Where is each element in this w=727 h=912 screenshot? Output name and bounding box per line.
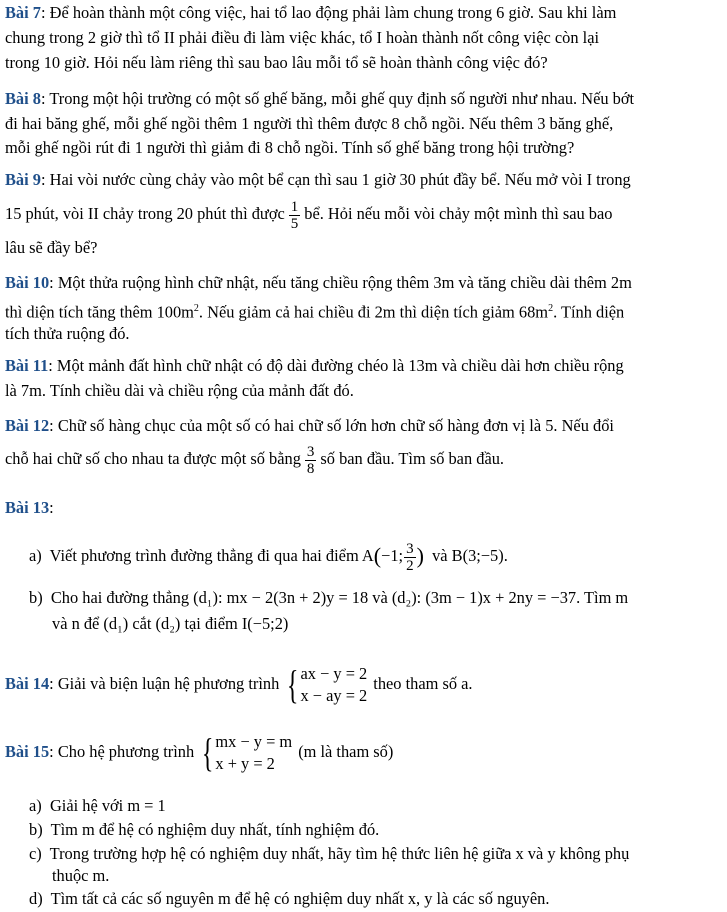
b11-line-1 xyxy=(5,356,624,376)
b9-text-before-fraction: 15 phút, vòi II chảy trong 20 phút thì được xyxy=(5,204,285,223)
equation-1: ax − y = 2 xyxy=(300,664,368,684)
b15-item-b xyxy=(29,820,379,840)
b14-equation-system xyxy=(283,663,367,707)
b9-line-3: lâu sẽ đầy bể? xyxy=(5,238,98,257)
b13-a-text: Viết phương trình đường thẳng đi qua hai điểm A xyxy=(49,546,374,565)
b10-line-3: tích thửa ruộng đó. xyxy=(5,324,130,343)
b8-label: Bài 8 xyxy=(5,89,41,108)
b13-line-1 xyxy=(5,498,54,518)
b9-text: : Hai vòi nước cùng chảy vào một bể cạn thì sau 1 giờ 30 phút đầy bể. Nếu mở vòi I trong xyxy=(40,170,631,189)
b7-line-2: chung trong 2 giờ thì tổ II phải điều đi làm việc khác, tổ I hoàn thành nốt công việc còn lại xyxy=(5,28,600,47)
point-a-x: −1; xyxy=(381,546,404,565)
equation-2: x − ay = 2 xyxy=(300,686,368,706)
b12-text-after-fraction: số ban đầu. Tìm số ban đầu. xyxy=(320,449,505,468)
superscript: 2 xyxy=(193,303,199,314)
b9-text-after-fraction: bể. Hỏi nếu mỗi vòi chảy một mình thì sau bao xyxy=(304,204,613,223)
paren-close: ) xyxy=(416,543,424,568)
b8-text: : Trong một hội trường có một số ghế băng, mỗi ghế quy định số người như nhau. Nếu bớt xyxy=(40,89,635,108)
b15-c-text: Trong trường hợp hệ có nghiệm duy nhất, hãy tìm hệ thức liên hệ giữa x và y không phụ xyxy=(49,844,630,863)
b15-line xyxy=(5,728,393,776)
b7-text: : Để hoàn thành một công việc, hai tổ lao động phải làm chung trong 6 giờ. Sau khi làm xyxy=(40,3,617,22)
b14-text-end: theo tham số a. xyxy=(373,674,473,693)
b10-line-1 xyxy=(5,273,632,293)
list-marker: c) xyxy=(29,844,42,863)
b12-label: Bài 12 xyxy=(5,416,50,435)
b15-equation-system xyxy=(198,731,292,775)
b7-line-1 xyxy=(5,3,616,23)
b12-fraction xyxy=(305,444,317,477)
b13-label: Bài 13 xyxy=(5,498,50,517)
fraction-denominator: 2 xyxy=(406,557,414,574)
list-marker: b) xyxy=(29,820,43,839)
fraction-denominator: 5 xyxy=(290,215,299,232)
b13-item-b-line-2: và n để (d₁) cắt (d₂) tại điểm I(−5;2) xyxy=(52,614,289,633)
paren-open: ( xyxy=(373,543,382,568)
b15-a-text: Giải hệ với m = 1 xyxy=(49,796,166,815)
b10-line-2 xyxy=(5,299,624,322)
b9-label: Bài 9 xyxy=(5,170,41,189)
b13-item-a xyxy=(29,537,508,575)
b12-text-before-fraction: chỗ hai chữ số cho nhau ta được một số bằng xyxy=(5,449,301,468)
b15-item-d xyxy=(29,889,549,909)
fraction-denominator: 8 xyxy=(306,460,315,477)
b15-text: : Cho hệ phương trình xyxy=(49,742,195,761)
b10-text-b: . Nếu giảm cả hai chiều đi 2m thì diện tích giảm 68m xyxy=(198,302,549,322)
b8-line-2: đi hai băng ghế, mỗi ghế ngồi thêm 1 người thì thêm được 8 chỗ ngồi. Nếu thêm 3 băng ghế, xyxy=(5,114,614,133)
b12-line-2 xyxy=(5,442,504,477)
fraction-numerator: 1 xyxy=(290,198,299,215)
brace-icon: { xyxy=(287,662,299,708)
b15-item-c-line-2: thuộc m. xyxy=(52,866,110,885)
b15-text-end: (m là tham số) xyxy=(298,742,394,761)
b13-a-text-end: và B(3;−5). xyxy=(432,546,508,565)
b15-item-a xyxy=(29,796,166,816)
list-marker: b) xyxy=(29,588,43,607)
b10-text-c: . Tính diện xyxy=(553,302,625,322)
fraction-numerator: 3 xyxy=(406,540,414,557)
brace-icon: { xyxy=(202,730,214,776)
b15-b-text: Tìm m để hệ có nghiệm duy nhất, tính nghiệm đó. xyxy=(50,820,380,839)
point-a-y-fraction xyxy=(404,541,416,574)
b7-label: Bài 7 xyxy=(5,3,41,22)
b11-text: : Một mảnh đất hình chữ nhật có độ dài đường chéo là 13m và chiều dài hơn chiều rộng xyxy=(48,356,624,375)
fraction-numerator: 3 xyxy=(306,443,315,460)
b11-line-2: là 7m. Tính chiều dài và chiều rộng của mảnh đất đó. xyxy=(5,381,354,400)
equation-1: mx − y = m xyxy=(215,732,293,752)
b12-line-1 xyxy=(5,416,614,436)
b9-fraction xyxy=(289,199,301,232)
b14-text: : Giải và biện luận hệ phương trình xyxy=(49,674,280,693)
list-marker: a) xyxy=(29,796,42,815)
b15-label: Bài 15 xyxy=(5,742,50,761)
b13-b-text: Cho hai đường thẳng (d₁): mx − 2(3n + 2)y = 18 và (d₂): (3m − 1)x + 2ny = −37. Tìm m xyxy=(50,588,629,607)
b9-line-1 xyxy=(5,170,631,190)
b10-text-a: thì diện tích tăng thêm 100m xyxy=(5,302,194,322)
b13-colon: : xyxy=(49,498,54,517)
b14-line xyxy=(5,660,473,708)
superscript: 2 xyxy=(548,303,554,314)
b11-label: Bài 11 xyxy=(5,356,49,375)
b12-text: : Chữ số hàng chục của một số có hai chữ số lớn hơn chữ số hàng đơn vị là 5. Nếu đổi xyxy=(49,416,614,435)
b10-label: Bài 10 xyxy=(5,273,50,292)
b10-text: : Một thửa ruộng hình chữ nhật, nếu tăng chiều rộng thêm 3m và tăng chiều dài thêm 2m xyxy=(49,273,632,292)
equation-2: x + y = 2 xyxy=(215,754,275,774)
b14-label: Bài 14 xyxy=(5,674,50,693)
list-marker: d) xyxy=(29,889,43,908)
b8-line-3: mỗi ghế ngồi rút đi 1 người thì giảm đi 8 chỗ ngồi. Tính số ghế băng trong hội trường? xyxy=(5,138,575,157)
b8-line-1 xyxy=(5,89,634,109)
b15-item-c-line-1 xyxy=(29,844,629,864)
list-marker: a) xyxy=(29,546,42,565)
b13-item-b-line-1 xyxy=(29,588,628,608)
b15-d-text: Tìm tất cả các số nguyên m để hệ có nghiệm duy nhất x, y là các số nguyên. xyxy=(50,889,550,908)
b9-line-2 xyxy=(5,197,612,232)
b7-line-3: trong 10 giờ. Hỏi nếu làm riêng thì sau bao lâu mỗi tổ sẽ hoàn thành công việc đó? xyxy=(5,53,548,72)
